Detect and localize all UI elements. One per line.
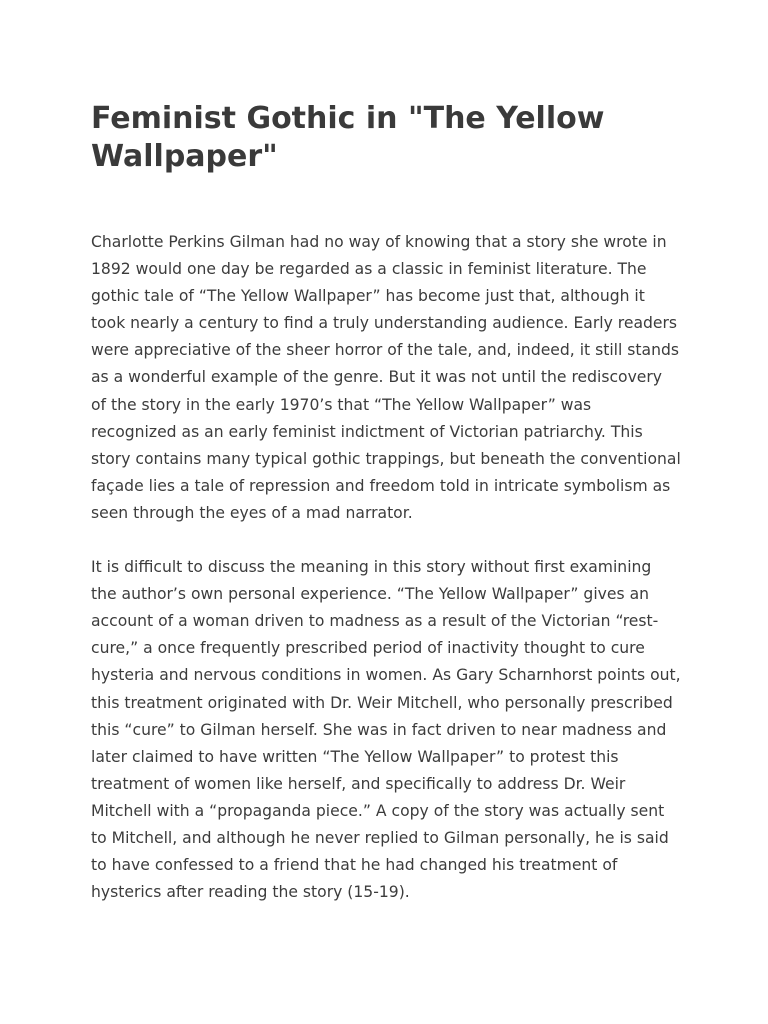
document-page [91, 100, 681, 906]
page-title: Feminist Gothic in "The Yellow Wallpaper" [91, 101, 605, 174]
paragraph-1: Charlotte Perkins Gilman had no way of knowing that a story she wrote in 1892 would one day be regarded as a classic in feminist literature. The gothic tale of “The Yellow Wallpaper” has become just that, although it took nearly a century to find a truly understanding audience. Early readers were appreciative of the sheer horror of the tale, and, indeed, it still stands as a wonderful example of the genre. But it was not until the rediscovery of the story in the early 1970’s that “The Yellow Wallpaper” was recognized as an early feminist indictment of Victorian patriarchy. This story contains many typical gothic trappings, but beneath the conventional façade lies a tale of repression and freedom told in intricate symbolism as seen through the eyes of a mad narrator. [91, 233, 681, 522]
paragraph-2: It is difficult to discuss the meaning in this story without first examining the author’s own personal experience. “The Yellow Wallpaper” gives an account of a woman driven to madness as a result of the Victorian “rest-cure,” a once frequently prescribed period of inactivity thought to cure hysteria and nervous conditions in women. As Gary Scharnhorst points out, this treatment originated with Dr. Weir Mitchell, who personally prescribed this “cure” to Gilman herself. She was in fact driven to near madness and later claimed to have written “The Yellow Wallpaper” to protest this treatment of women like herself, and specifically to address Dr. Weir Mitchell with a “propaganda piece.” A copy of the story was actually sent to Mitchell, and although he never replied to Gilman personally, he is said to have confessed to a friend that he had changed his treatment of hysterics after reading the story (15-19). [91, 558, 681, 902]
